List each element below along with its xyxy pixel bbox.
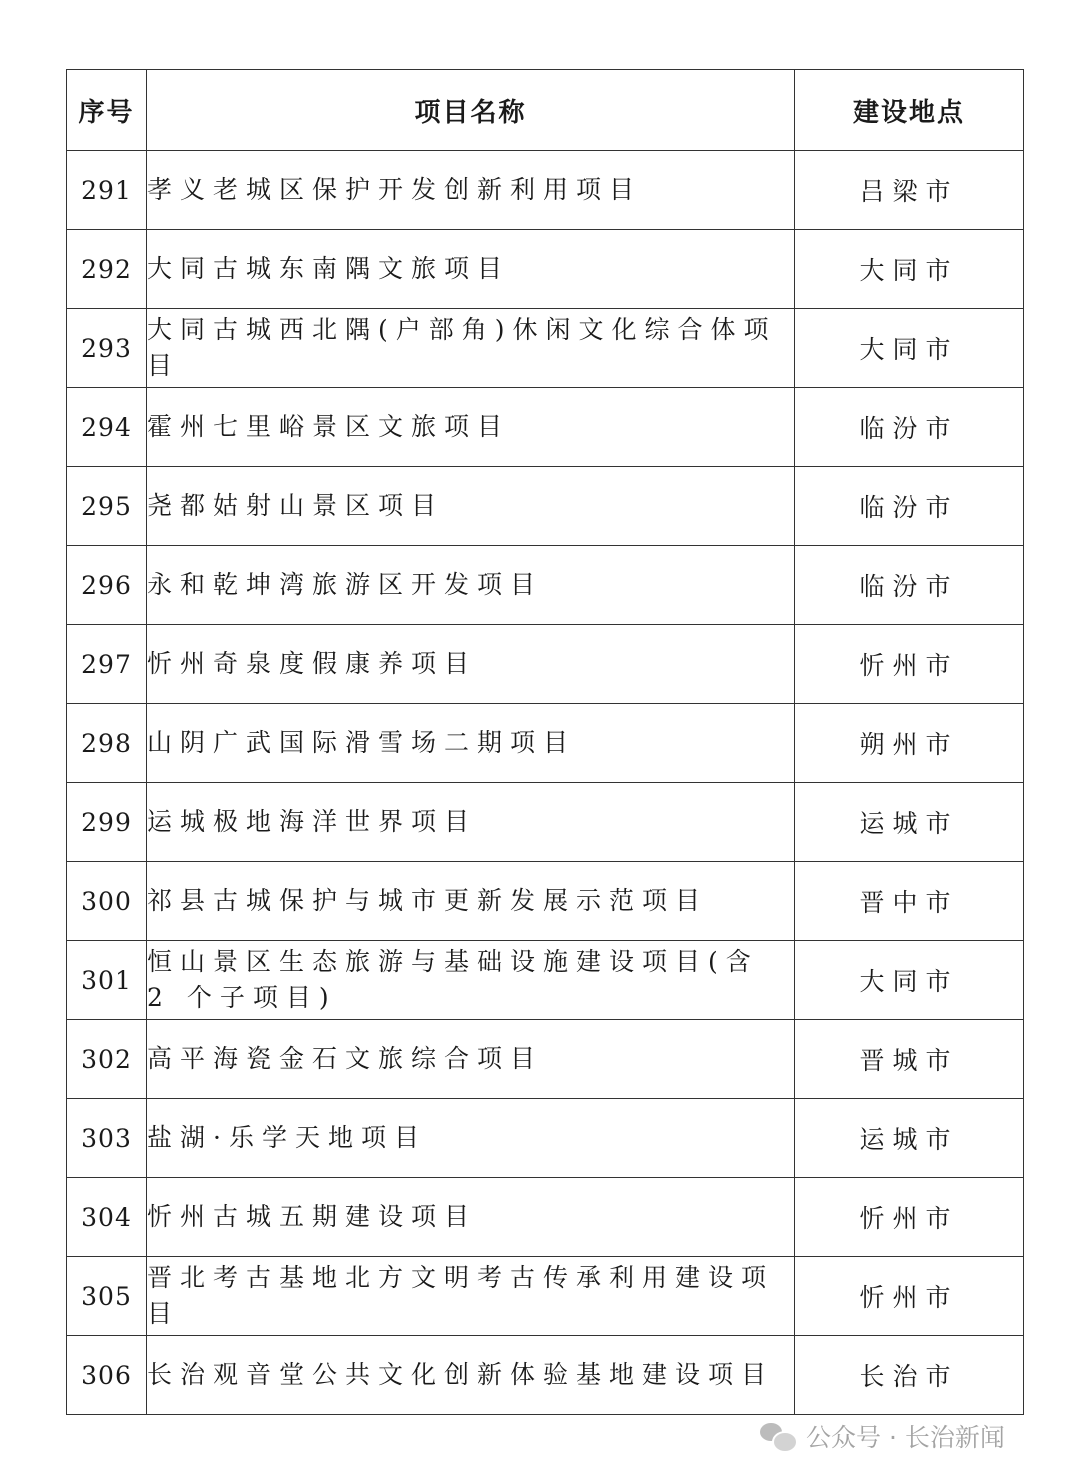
row-name: 霍州七里峪景区文旅项目 xyxy=(147,388,795,467)
wechat-icon xyxy=(760,1421,796,1451)
watermark xyxy=(760,1418,1005,1454)
row-num: 303 xyxy=(67,1099,147,1178)
row-num: 295 xyxy=(67,467,147,546)
row-num: 297 xyxy=(67,625,147,704)
row-num: 300 xyxy=(67,862,147,941)
row-location: 忻州市 xyxy=(795,1178,1024,1257)
row-num: 306 xyxy=(67,1336,147,1415)
table-row xyxy=(67,546,1024,625)
row-location: 晋中市 xyxy=(795,862,1024,941)
row-name: 高平海瓷金石文旅综合项目 xyxy=(147,1020,795,1099)
row-num: 293 xyxy=(67,309,147,388)
row-name: 长治观音堂公共文化创新体验基地建设项目 xyxy=(147,1336,795,1415)
watermark-text: 公众号 · 长治新闻 xyxy=(806,1423,1005,1452)
row-name: 大同古城西北隅(户部角)休闲文化综合体项目 xyxy=(147,309,795,388)
row-name: 孝义老城区保护开发创新利用项目 xyxy=(147,151,795,230)
table-row xyxy=(67,309,1024,388)
row-location: 大同市 xyxy=(795,230,1024,309)
row-location: 朔州市 xyxy=(795,704,1024,783)
row-location: 临汾市 xyxy=(795,467,1024,546)
row-location: 晋城市 xyxy=(795,1020,1024,1099)
row-num: 304 xyxy=(67,1178,147,1257)
table-row xyxy=(67,862,1024,941)
row-name: 晋北考古基地北方文明考古传承利用建设项目 xyxy=(147,1257,795,1336)
row-location: 临汾市 xyxy=(795,546,1024,625)
row-name: 山阴广武国际滑雪场二期项目 xyxy=(147,704,795,783)
row-location: 大同市 xyxy=(795,309,1024,388)
row-name: 恒山景区生态旅游与基础设施建设项目(含 2 个子项目) xyxy=(147,941,795,1020)
table-row xyxy=(67,1336,1024,1415)
header-name: 项目名称 xyxy=(147,70,795,151)
header-num: 序号 xyxy=(67,70,147,151)
table-row xyxy=(67,388,1024,467)
table-row xyxy=(67,941,1024,1020)
row-name: 永和乾坤湾旅游区开发项目 xyxy=(147,546,795,625)
row-location: 忻州市 xyxy=(795,625,1024,704)
table-row xyxy=(67,1099,1024,1178)
header-location: 建设地点 xyxy=(795,70,1024,151)
row-location: 临汾市 xyxy=(795,388,1024,467)
row-num: 294 xyxy=(67,388,147,467)
table-row xyxy=(67,1020,1024,1099)
row-num: 305 xyxy=(67,1257,147,1336)
row-num: 302 xyxy=(67,1020,147,1099)
table-row xyxy=(67,783,1024,862)
row-name: 祁县古城保护与城市更新发展示范项目 xyxy=(147,862,795,941)
table-row xyxy=(67,625,1024,704)
row-name: 大同古城东南隅文旅项目 xyxy=(147,230,795,309)
row-location: 运城市 xyxy=(795,783,1024,862)
table-row xyxy=(67,1257,1024,1336)
projects-table xyxy=(66,69,1024,1415)
table-header-row xyxy=(67,70,1024,151)
table-row xyxy=(67,1178,1024,1257)
row-location: 吕梁市 xyxy=(795,151,1024,230)
row-location: 运城市 xyxy=(795,1099,1024,1178)
row-name: 运城极地海洋世界项目 xyxy=(147,783,795,862)
row-num: 299 xyxy=(67,783,147,862)
row-num: 301 xyxy=(67,941,147,1020)
row-num: 298 xyxy=(67,704,147,783)
table-row xyxy=(67,151,1024,230)
row-num: 292 xyxy=(67,230,147,309)
row-name: 忻州古城五期建设项目 xyxy=(147,1178,795,1257)
table-row xyxy=(67,467,1024,546)
table-row xyxy=(67,230,1024,309)
row-num: 291 xyxy=(67,151,147,230)
table-row xyxy=(67,704,1024,783)
row-name: 忻州奇泉度假康养项目 xyxy=(147,625,795,704)
row-location: 长治市 xyxy=(795,1336,1024,1415)
row-location: 忻州市 xyxy=(795,1257,1024,1336)
row-num: 296 xyxy=(67,546,147,625)
row-name: 尧都姑射山景区项目 xyxy=(147,467,795,546)
row-location: 大同市 xyxy=(795,941,1024,1020)
row-name: 盐湖·乐学天地项目 xyxy=(147,1099,795,1178)
